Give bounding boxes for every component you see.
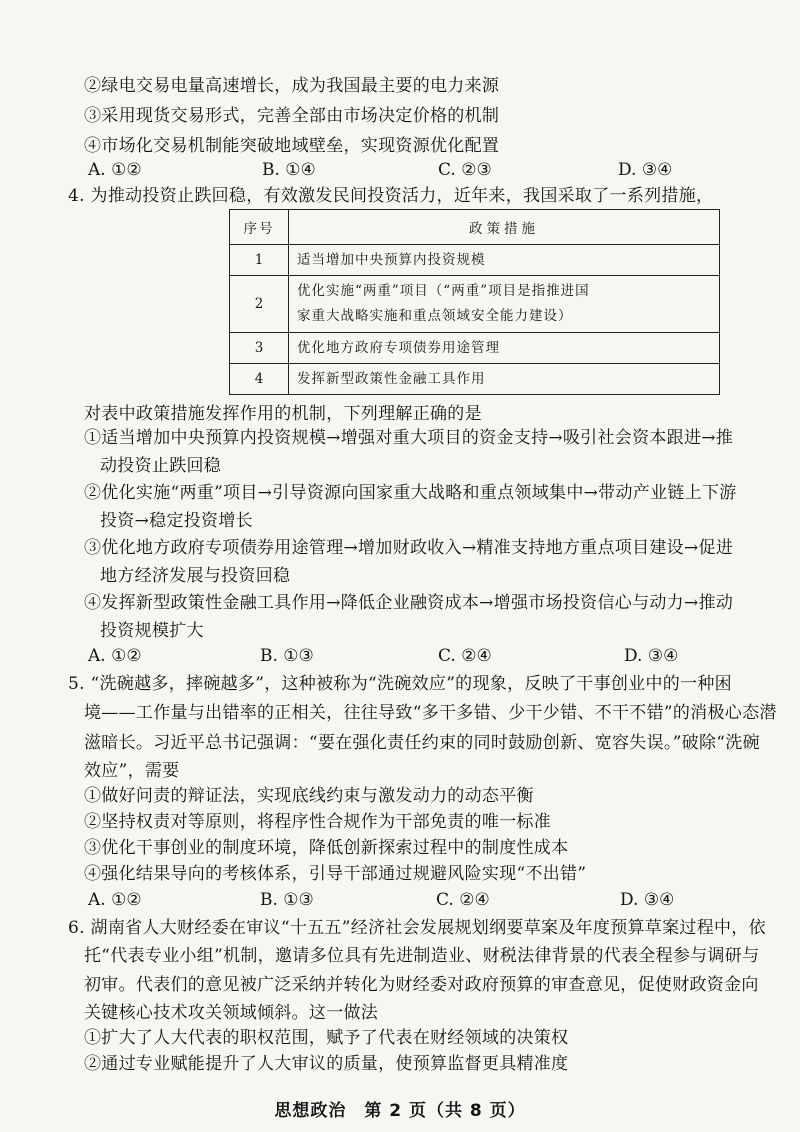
policy-table [229, 209, 720, 395]
table-cell-number: 4 [230, 364, 289, 395]
q3-statement-2: ②绿电交易电量高速增长，成为我国最主要的电力来源 [84, 76, 500, 96]
table-row [230, 364, 720, 395]
table-cell-policy: 优化地方政府专项债券用途管理 [289, 333, 720, 364]
q5-option-d: D. ③④ [620, 890, 675, 910]
q5-statement-4: ④强化结果导向的考核体系，引导干部通过规避风险实现“不出错” [84, 864, 587, 884]
q3-statement-4: ④市场化交易机制能突破地域壁垒，实现资源优化配置 [84, 136, 500, 156]
q5-option-a: A. ①② [88, 890, 142, 910]
q3-option-b: B. ①④ [262, 160, 316, 180]
q5-option-b: B. ①③ [260, 890, 314, 910]
q4-option-a: A. ①② [88, 646, 142, 666]
q6-stem-line-4: 关键核心技术攻关领域倾斜。这一做法 [84, 1003, 379, 1023]
q4-statement-1-cont: 动投资止跌回稳 [100, 456, 222, 476]
q5-statement-3: ③优化干事创业的制度环境，降低创新探索过程中的制度性成本 [84, 838, 569, 858]
q4-stem: 4. 为推动投资止跌回稳，有效激发民间投资活力，近年来，我国采取了一系列措施， [68, 186, 714, 206]
table-cell-policy [289, 276, 720, 333]
table-cell-policy: 适当增加中央预算内投资规模 [289, 245, 720, 276]
table-cell-number: 3 [230, 333, 289, 364]
q3-option-c: C. ②③ [438, 160, 492, 180]
table-cell-policy: 发挥新型政策性金融工具作用 [289, 364, 720, 395]
table-cell-line: 优化实施“两重”项目（“两重”项目是指推进国 [297, 283, 590, 299]
q3-option-a: A. ①② [88, 160, 142, 180]
q4-question: 对表中政策措施发挥作用的机制，下列理解正确的是 [84, 404, 482, 424]
q6-stem-line-1: 6. 湖南省人大财经委在审议“十五五”经济社会发展规划纲要草案及年度预算草案过程中，依 [68, 918, 766, 938]
q4-statement-3: ③优化地方政府专项债券用途管理→增加财政收入→精准支持地方重点项目建设→促进 [84, 538, 734, 558]
q3-statement-3: ③采用现货交易形式，完善全部由市场决定价格的机制 [84, 106, 500, 126]
q5-stem-line-1: 5. “洗碗越多，摔碗越多”，这种被称为“洗碗效应”的现象，反映了干事创业中的一种困 [68, 674, 732, 694]
q4-option-d: D. ③④ [624, 646, 679, 666]
table-row [230, 276, 720, 333]
q6-stem-line-3: 初审。代表们的意见被广泛采纳并转化为财经委对政府预算的审查意见，促使财政资金向 [84, 975, 759, 995]
q6-statement-2: ②通过专业赋能提升了人大审议的质量，使预算监督更具精准度 [84, 1054, 569, 1074]
q6-statement-1: ①扩大了人大代表的职权范围，赋予了代表在财经领域的决策权 [84, 1028, 569, 1048]
q4-statement-2-cont: 投资→稳定投资增长 [100, 511, 253, 531]
q5-statement-1: ①做好问责的辩证法，实现底线约束与激发动力的动态平衡 [84, 786, 534, 806]
q6-stem-line-2: 托“代表专业小组”机制，邀请多位具有先进制造业、财税法律背景的代表全程参与调研与 [84, 946, 760, 966]
q4-statement-4: ④发挥新型政策性金融工具作用→降低企业融资成本→增强市场投资信心与动力→推动 [84, 593, 734, 613]
q3-option-d: D. ③④ [618, 160, 673, 180]
table-row [230, 245, 720, 276]
q4-statement-2: ②优化实施“两重”项目→引导资源向国家重大战略和重点领域集中→带动产业链上下游 [84, 483, 737, 503]
q5-option-c: C. ②④ [436, 890, 490, 910]
q4-option-c: C. ②④ [438, 646, 492, 666]
q4-statement-4-cont: 投资规模扩大 [100, 621, 204, 641]
q5-stem-line-2: 境——工作量与出错率的正相关，往往导致“多干多错、少干少错、不干不错”的消极心态潜 [84, 703, 777, 723]
table-cell-number: 2 [230, 276, 289, 333]
table-cell-line: 家重大战略实施和重点领域安全能力建设） [297, 308, 573, 324]
q4-statement-3-cont: 地方经济发展与投资回稳 [100, 566, 291, 586]
table-row [230, 333, 720, 364]
table-header-number: 序号 [230, 210, 289, 245]
q4-statement-1: ①适当增加中央预算内投资规模→增强对重大项目的资金支持→吸引社会资本跟进→推 [84, 428, 734, 448]
q5-statement-2: ②坚持权责对等原则，将程序性合规作为干部免责的唯一标准 [84, 812, 552, 832]
table-cell-number: 1 [230, 245, 289, 276]
q5-stem-line-4: 效应”，需要 [84, 761, 180, 781]
page-footer: 思想政治 第 2 页（共 8 页） [274, 1101, 526, 1121]
q5-stem-line-3: 滋暗长。习近平总书记强调：“要在强化责任约束的同时鼓励创新、宽容失误。”破除“洗碗 [84, 733, 760, 753]
table-header-policy: 政策措施 [289, 210, 720, 245]
q4-option-b: B. ①③ [260, 646, 314, 666]
